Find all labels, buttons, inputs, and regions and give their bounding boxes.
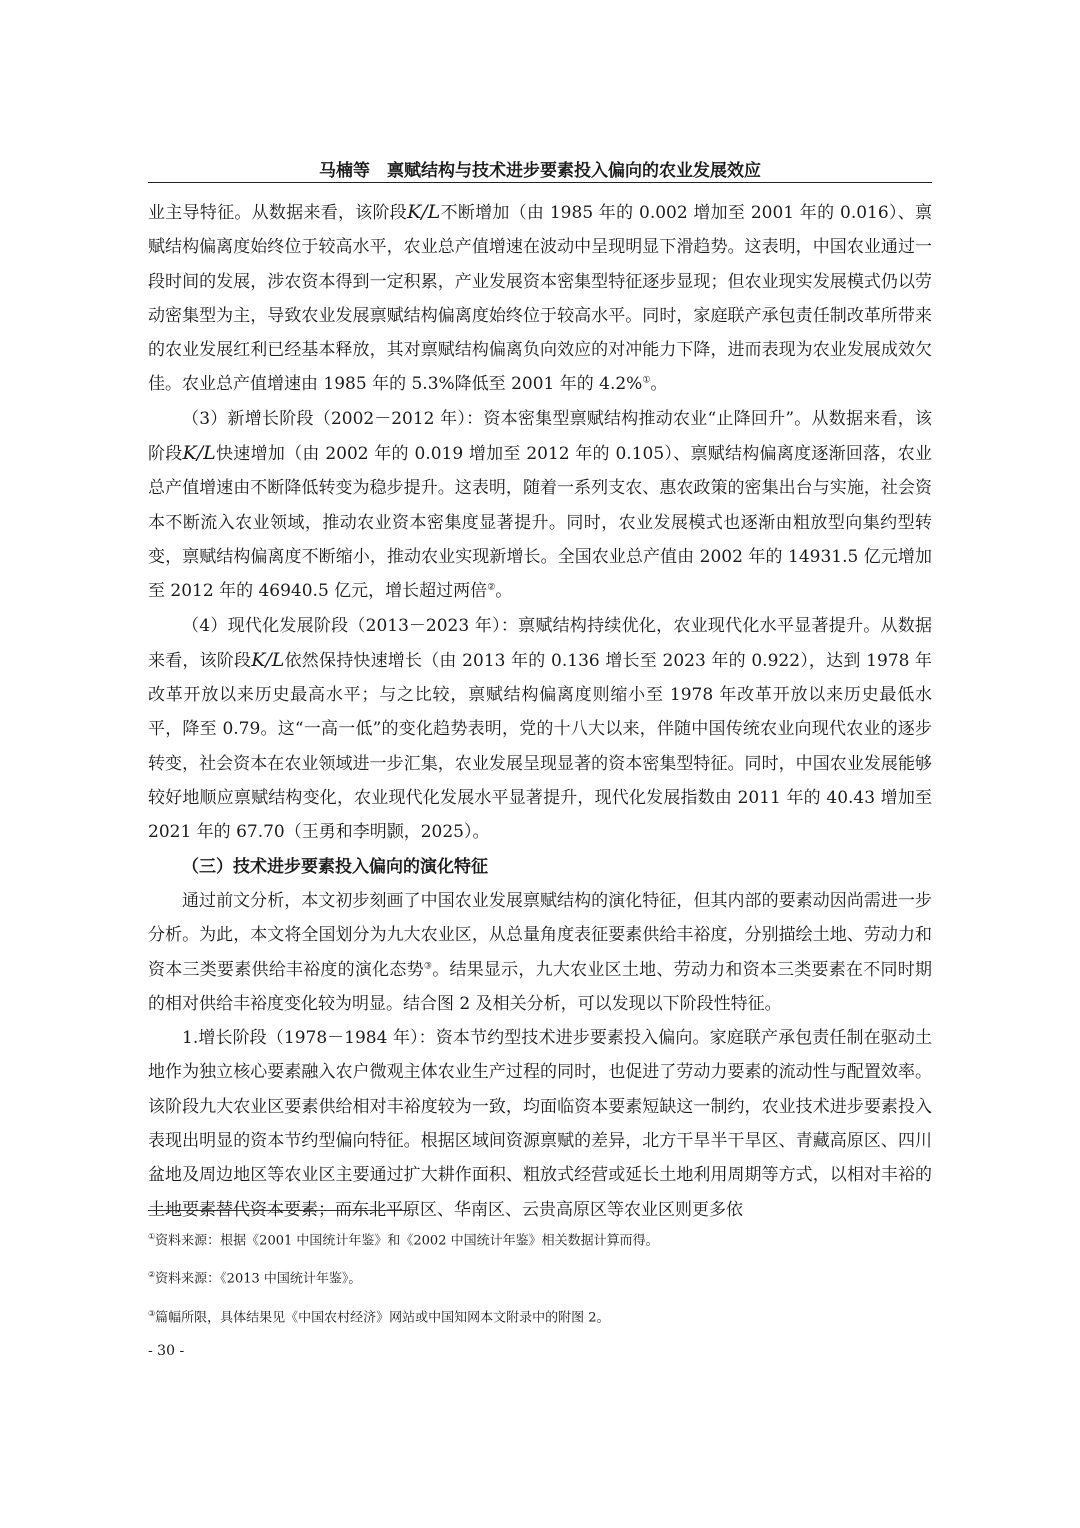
footnote-text-2: 资料来源：《2013 中国统计年鉴》。 bbox=[155, 1271, 362, 1287]
paragraph-3-text-a: （4）现代化发展阶段（2013－2023 年）：禀赋结构持续优化，农业现代化水平显著提升。从数据来看，该阶段 bbox=[148, 615, 932, 671]
paragraph-4-text-b: 。结果显示，九大农业区土地、劳动力和资本三类要素在不同时期的相对供给丰裕度变化较为明显。结合图 2 及相关分析，可以发现以下阶段性特征。 bbox=[148, 959, 932, 1014]
paragraph-5 bbox=[148, 1021, 932, 1227]
footnote-mark-3: ③ bbox=[148, 1308, 156, 1318]
paragraph-1 bbox=[148, 195, 932, 402]
paragraph-1-text-a: 业主导特征。从数据来看，该阶段 bbox=[148, 203, 408, 223]
footnote-text-1: 资料来源：根据《2001 中国统计年鉴》和《2002 中国统计年鉴》相关数据计算而得。 bbox=[155, 1233, 659, 1249]
paragraph-4 bbox=[148, 884, 932, 1021]
page-number: - 30 - bbox=[148, 1343, 185, 1359]
footnote-2 bbox=[148, 1266, 932, 1288]
paragraph-2 bbox=[148, 402, 932, 609]
running-head: 马楠等 禀赋结构与技术进步要素投入偏向的农业发展效应 bbox=[319, 161, 761, 181]
paragraph-1-text-c: 。 bbox=[650, 374, 668, 395]
paragraph-2-text-a: （3）新增长阶段（2002－2012 年）：资本密集型禀赋结构推动农业“止降回升”。从数据来看，该阶段 bbox=[148, 408, 932, 465]
paragraph-3-text-b: 依然保持快速增长（由 2013 年的 0.136 增长至 2023 年的 0.922），达到 1978 年改革开放以来历史最高水平；与之比较，禀赋结构偏离度则缩小至 1978 年改革开放以来历史最低水平，降至 0.79。这“一高一低”的变化趋势表明，党的十八大以来，伴随中国传统农业向现代农业的逐步转变，社会资本在农业领域进一步汇集，农业发展呈现显著的资本密集型特征。同时，中国农业发展能够较好地顺应禀赋结构变化，农业现代化发展水平显著提升，现代化发展指数由 2011 年的 40.43 增加至 2021 年的 67.70（王勇和李明颢，2025）。 bbox=[148, 650, 932, 843]
footnote-mark-2: ② bbox=[148, 1270, 156, 1280]
header-rule bbox=[148, 182, 932, 183]
footnote-1 bbox=[148, 1228, 932, 1250]
paragraph-4-text-a: 通过前文分析，本文初步刻画了中国农业发展禀赋结构的演化特征，但其内部的要素动因尚需进一步分析。为此，本文将全国划分为九大农业区，从总量角度表征要素供给丰裕度，分别描绘土地、劳动力和资本三类要素供给丰裕度的演化态势 bbox=[148, 890, 932, 980]
paragraph-3 bbox=[148, 609, 932, 850]
footnotes bbox=[148, 1228, 932, 1343]
footnote-ref-2: ② bbox=[487, 582, 496, 593]
paragraph-2-text-c: 。 bbox=[495, 581, 513, 602]
footnote-ref-1: ① bbox=[642, 375, 651, 386]
body-text bbox=[148, 195, 932, 1227]
kl-ratio: K/L bbox=[182, 442, 216, 465]
footnote-3 bbox=[148, 1305, 932, 1327]
paragraph-1-text-b: 不断增加（由 1985 年的 0.002 增加至 2001 年的 0.016）、禀赋结构偏离度始终位于较高水平，农业总产值增速在波动中呈现明显下滑趋势。这表明，中国农业通过一段时间的发展，涉农资本得到一定积累，产业发展资本密集型特征逐步显现；但农业现实发展模式仍以劳动密集型为主，导致农业发展禀赋结构偏离度始终位于较高水平。同时，家庭联产承包责任制改革所带来的农业发展红利已经基本释放，其对禀赋结构偏离负向效应的对冲能力下降，进而表现为农业发展成效欠佳。农业总产值增速由 1985 年的 5.3%降低至 2001 年的 4.2% bbox=[148, 203, 932, 395]
paragraph-2-text-b: 快速增加（由 2002 年的 0.019 增加至 2012 年的 0.105）、禀赋结构偏离度逐渐回落，农业总产值增速由不断降低转变为稳步提升。这表明，随着一系列支农、惠农政策的密集出台与实施，社会资本不断流入农业领域，推动农业资本密集度显著提升。同时，农业发展模式也逐渐由粗放型向集约型转变，禀赋结构偏离度不断缩小，推动农业实现新增长。全国农业总产值由 2002 年的 14931.5 亿元增加至 2012 年的 46940.5 亿元，增长超过两倍 bbox=[148, 444, 932, 602]
paragraph-5-text: 1.增长阶段（1978－1984 年）：资本节约型技术进步要素投入偏向。家庭联产承包责任制在驱动土地作为独立核心要素融入农户微观主体农业生产过程的同时，也促进了劳动力要素的流动性与配置效率。该阶段九大农业区要素供给相对丰裕度较为一致，均面临资本要素短缺这一制约，农业技术进步要素投入表现出明显的资本节约型偏向特征。根据区域间资源禀赋的差异，北方干旱半干旱区、青藏高原区、四川盆地及周边地区等农业区主要通过扩大耕作面积、粗放式经营或延长土地利用周期等方式，以相对丰裕的土地要素替代资本要素；而东北平原区、华南区、云贵高原区等农业区则更多依 bbox=[148, 1028, 932, 1220]
footnote-ref-3: ③ bbox=[423, 960, 433, 971]
section-title: （三）技术进步要素投入偏向的演化特征 bbox=[182, 856, 488, 877]
footnote-mark-1: ① bbox=[148, 1232, 156, 1241]
kl-ratio: K/L bbox=[251, 648, 285, 671]
footnote-rule bbox=[148, 1210, 410, 1211]
footnote-text-3: 篇幅所限，具体结果见《中国农村经济》网站或中国知网本文附录中的附图 2。 bbox=[155, 1309, 610, 1325]
kl-ratio: K/L bbox=[407, 201, 441, 223]
